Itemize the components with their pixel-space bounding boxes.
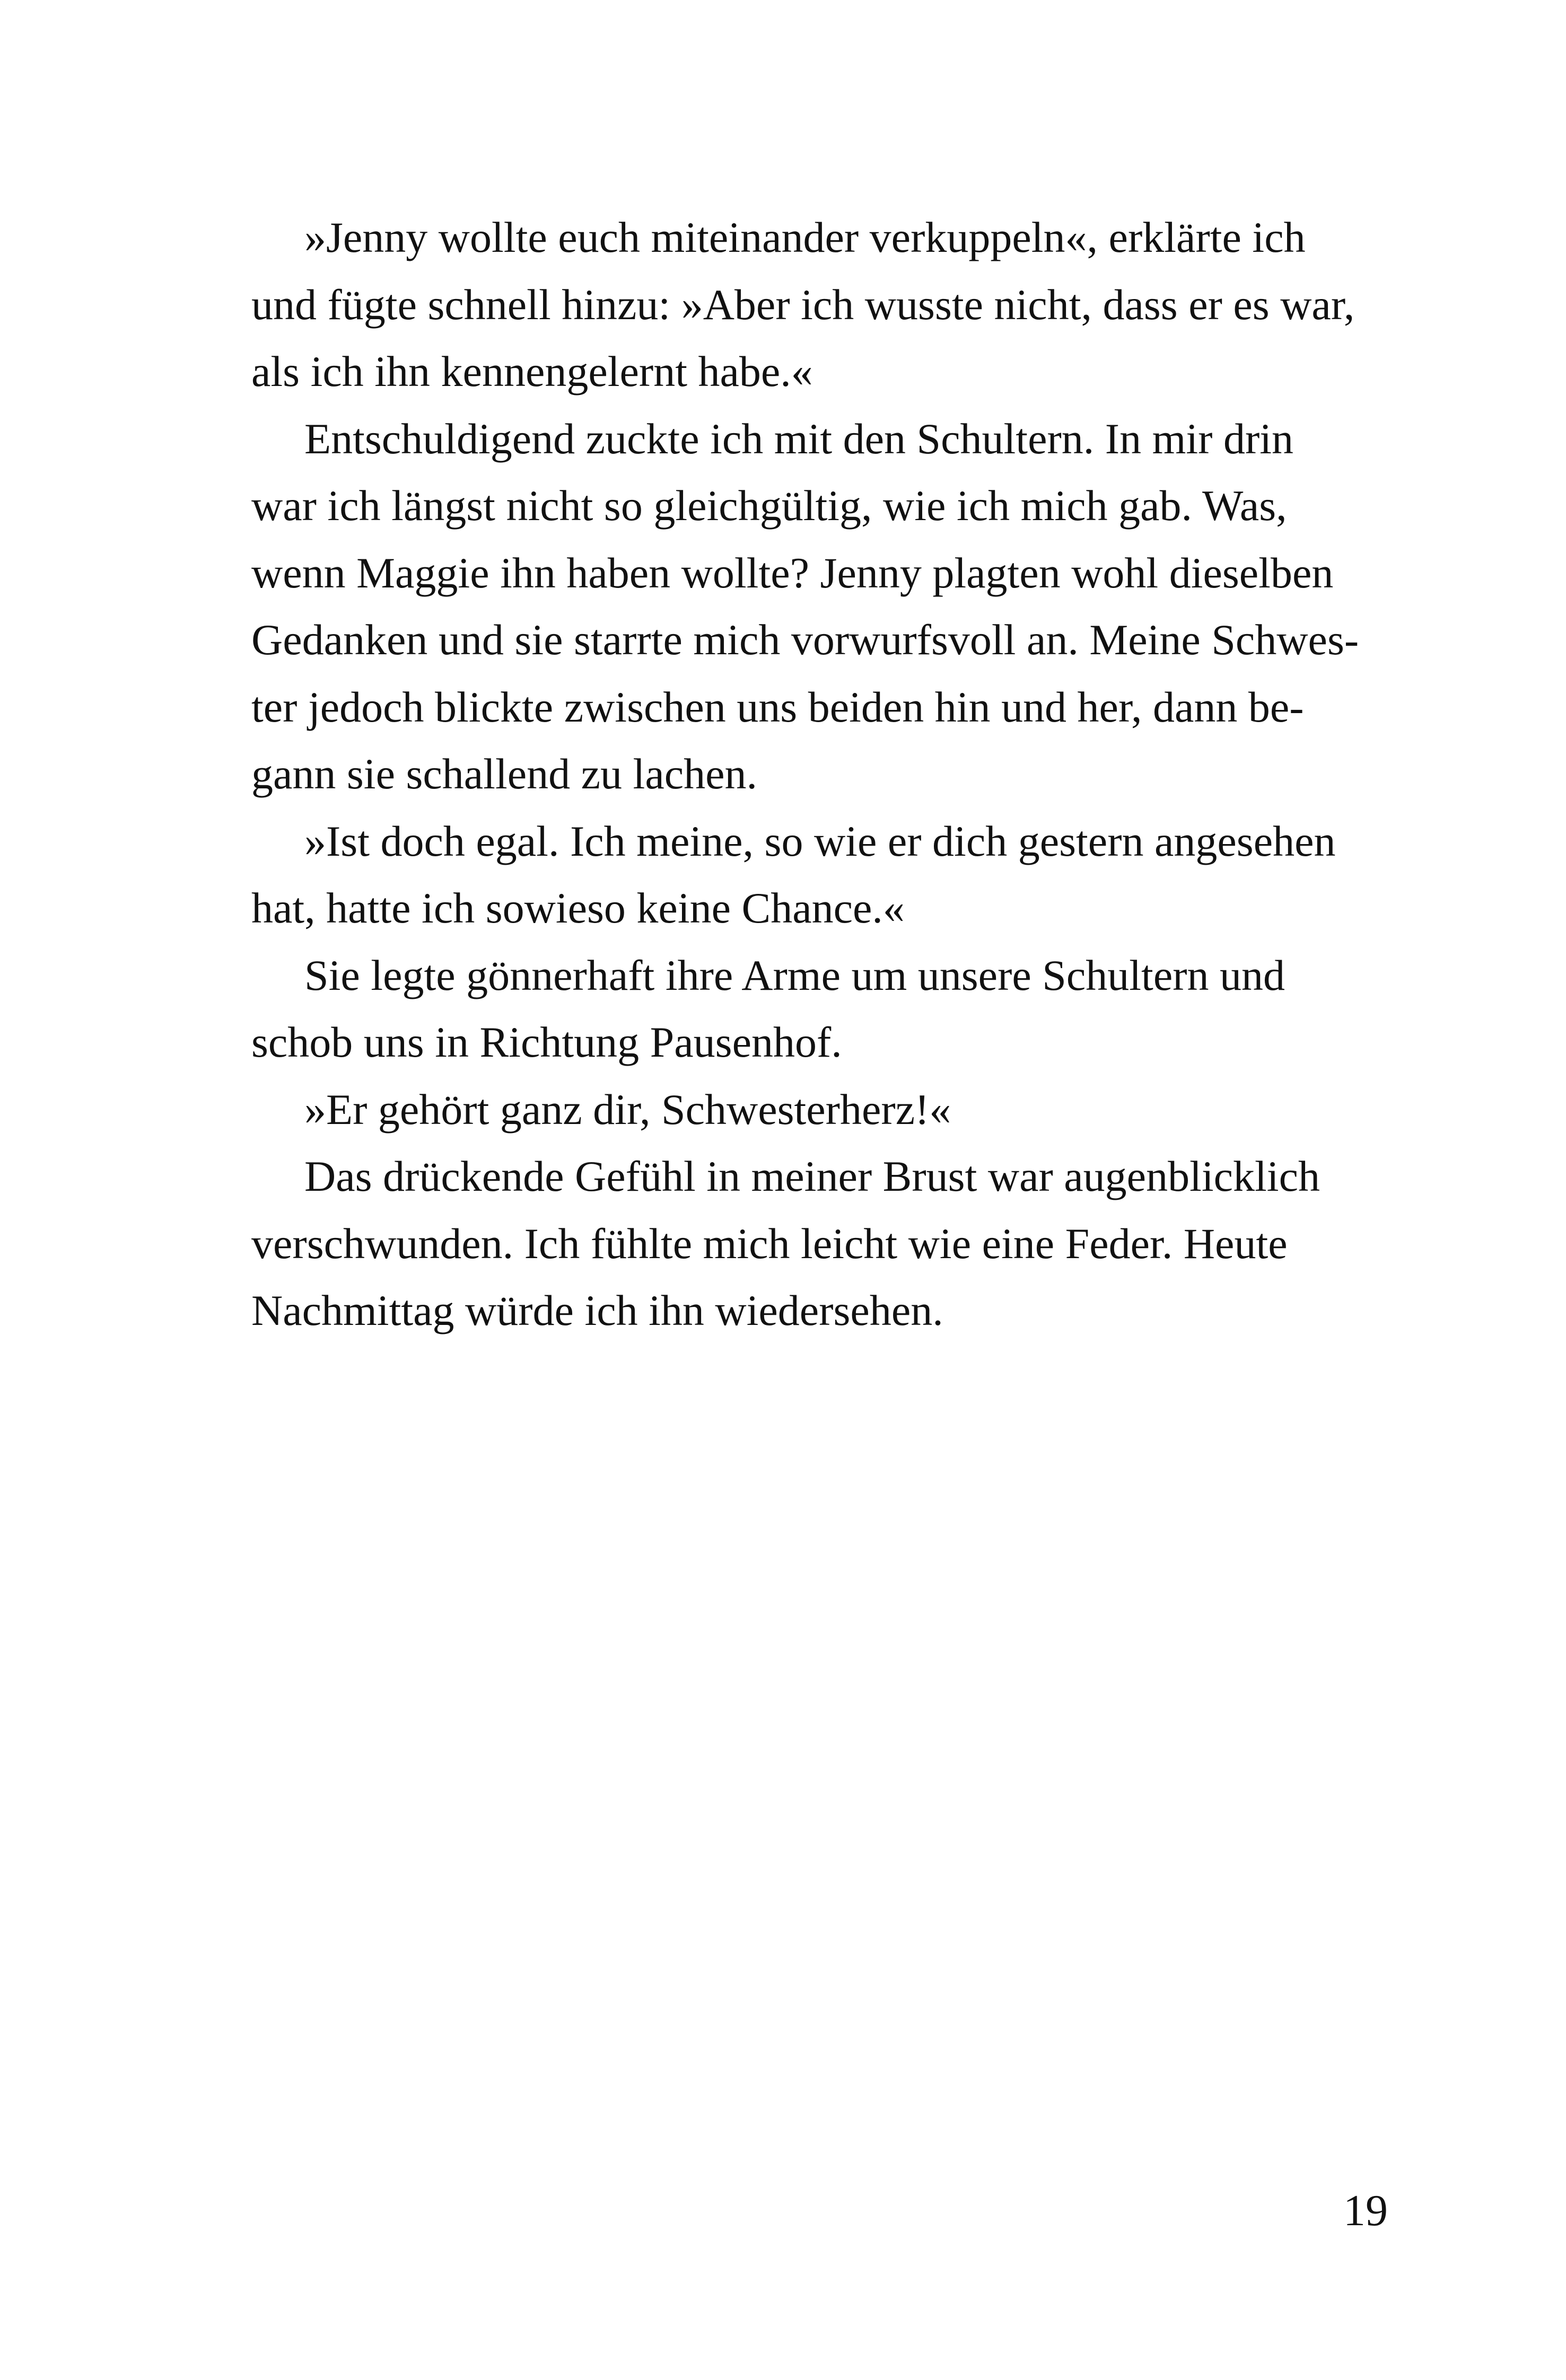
text-line: schob uns in Richtung Pausenhof. (251, 1018, 842, 1066)
text-line: Nachmittag würde ich ihn wiedersehen. (251, 1286, 943, 1334)
text-line: und fügte schnell hinzu: »Aber ich wusste nicht, dass er es war, (251, 280, 1355, 329)
text-line: Das drückende Gefühl in meiner Brust war augenblicklich (304, 1152, 1320, 1200)
text-line: »Er gehört ganz dir, Schwesterherz!« (304, 1085, 951, 1134)
text-line: als ich ihn kennengelernt habe.« (251, 347, 813, 396)
page-number: 19 (1343, 2186, 1388, 2235)
text-line: Sie legte gönnerhaft ihre Arme um unsere Schultern und (304, 951, 1285, 999)
text-line: hat, hatte ich sowieso keine Chance.« (251, 884, 905, 932)
text-line: Entschuldigend zuckte ich mit den Schultern. In mir drin (304, 414, 1294, 463)
body-text (251, 204, 1386, 1345)
text-line: Gedanken und sie starrte mich vorwurfsvoll an. Meine Schwes- (251, 616, 1359, 664)
text-line: verschwunden. Ich fühlte mich leicht wie eine Feder. Heute (251, 1219, 1288, 1268)
text-line: ter jedoch blickte zwischen uns beiden hin und her, dann be- (251, 682, 1304, 731)
text-line: gann sie schallend zu lachen. (251, 750, 758, 798)
text-line: wenn Maggie ihn haben wollte? Jenny plagten wohl dieselben (251, 548, 1334, 597)
text-line: »Jenny wollte euch miteinander verkuppeln«, erklärte ich (304, 213, 1306, 261)
text-line: »Ist doch egal. Ich meine, so wie er dich gestern angesehen (304, 816, 1336, 865)
text-line: war ich längst nicht so gleichgültig, wie ich mich gab. Was, (251, 481, 1287, 530)
